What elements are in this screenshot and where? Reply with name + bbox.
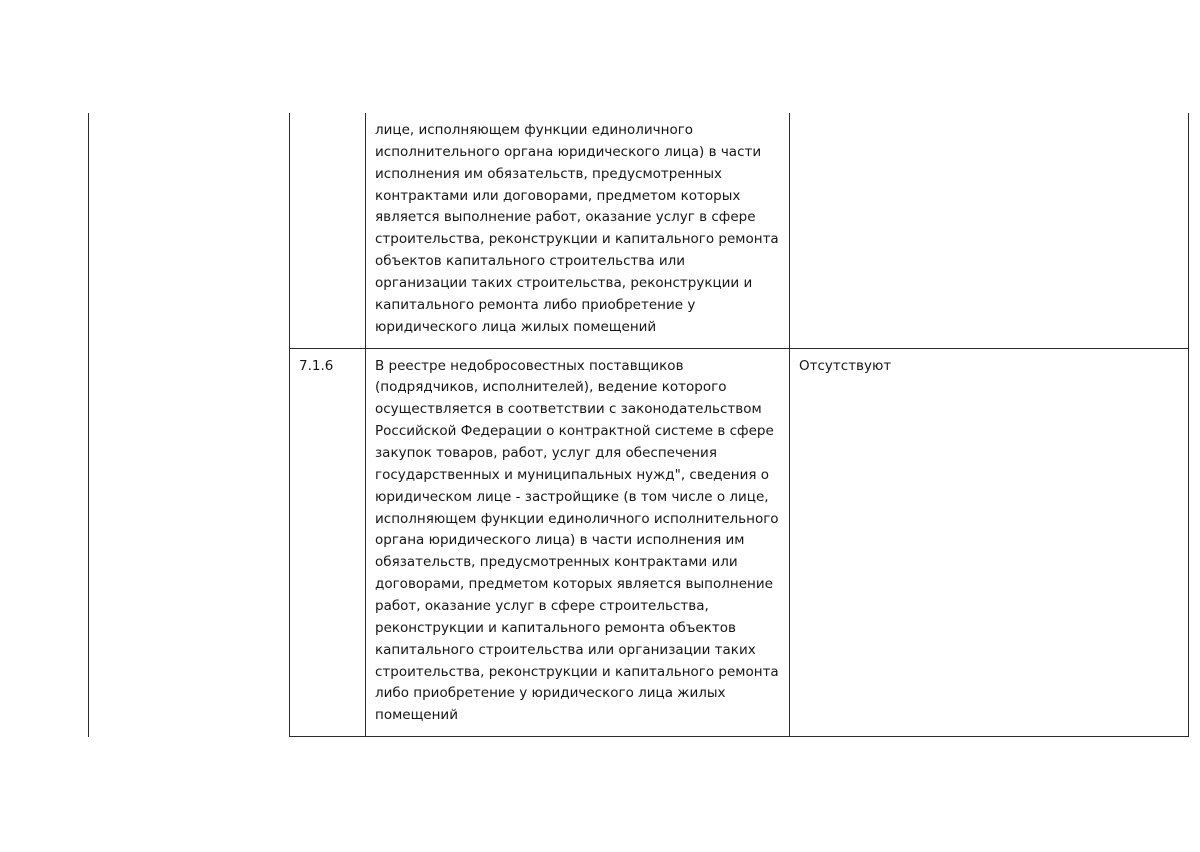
- row-number-cell: [290, 113, 366, 348]
- row-value-cell: [790, 113, 1189, 348]
- row-description-cell: лице, исполняющем функции единоличного исполнительного органа юридического лица) в части исполнения им обязательств, предусмотренных контрактами или договорами, предметом которых является выполнение работ, оказание услуг в сфере строительства, реконструкции и капитального ремонта объектов капитального строительства или организации таких строительства, реконструкции и капитального ремонта либо приобретение у юридического лица жилых помещений: [366, 113, 790, 348]
- row-value-cell: Отсутствуют: [790, 348, 1189, 737]
- row-number-cell: 7.1.6: [290, 348, 366, 737]
- row-description-cell: В реестре недобросовестных поставщиков (подрядчиков, исполнителей), ведение которого осуществляется в соответствии с законодательством Российской Федерации о контрактной системе в сфере закупок товаров, работ, услуг для обеспечения государственных и муниципальных нужд", сведения о юридическом лице - застройщике (в том числе о лице, исполняющем функции единоличного исполнительного органа юридического лица) в части исполнения им обязательств, предусмотренных контрактами или договорами, предметом которых является выполнение работ, оказание услуг в сфере строительства, реконструкции и капитального ремонта объектов капитального строительства или организации таких строительства, реконструкции и капитального ремонта либо приобретение у юридического лица жилых помещений: [366, 348, 790, 737]
- table-row: [89, 113, 1189, 348]
- row-left-spacer-cell: [89, 113, 290, 737]
- document-table: [88, 113, 1189, 737]
